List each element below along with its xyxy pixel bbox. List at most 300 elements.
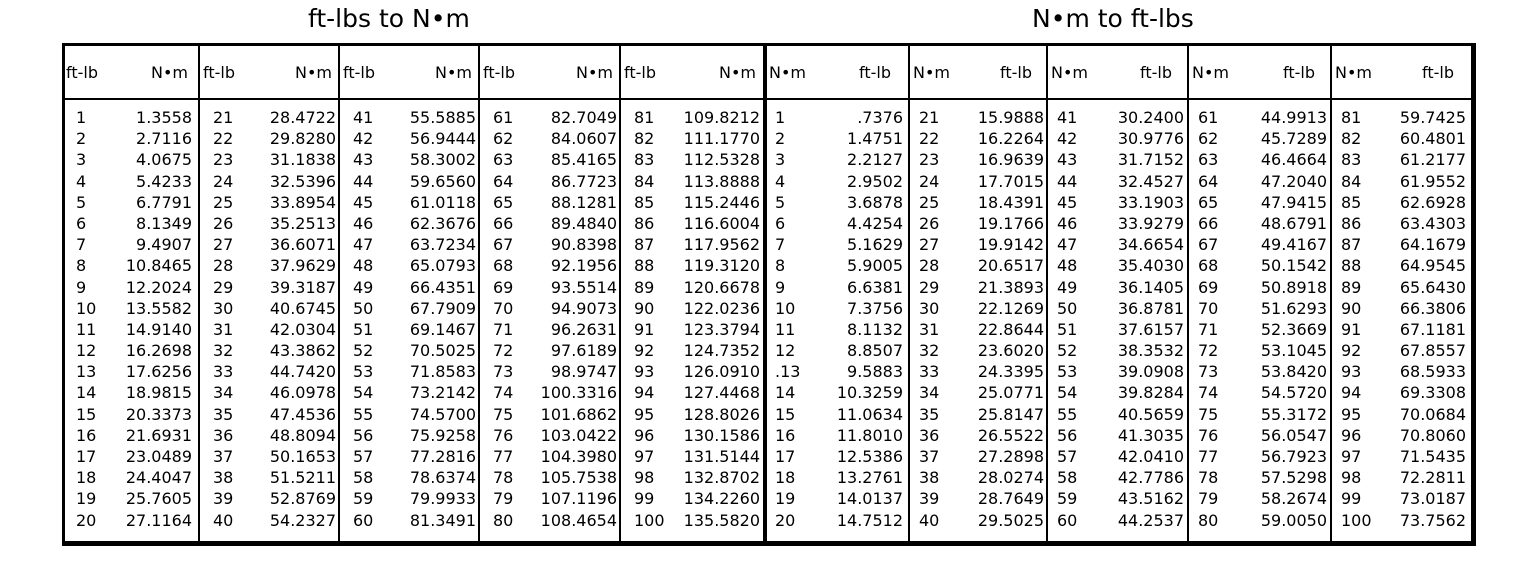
table-cell: 3.6878 bbox=[847, 192, 903, 212]
table-cell: 29 bbox=[213, 277, 234, 297]
table-cell: 41 bbox=[1057, 108, 1078, 127]
table-cell: 5 bbox=[775, 192, 786, 212]
table-cell: 11.0634 bbox=[836, 404, 903, 424]
n-m-column bbox=[919, 107, 939, 531]
table-cell: 54.5720 bbox=[1260, 383, 1327, 403]
table-cell: 56 bbox=[1057, 425, 1078, 445]
table-cell: 39.3187 bbox=[269, 277, 336, 297]
table-cell: 33 bbox=[919, 362, 940, 382]
table-cell: 55 bbox=[1057, 404, 1078, 424]
table-cell: 56.0547 bbox=[1260, 425, 1327, 445]
table-cell: 13.2761 bbox=[836, 468, 903, 488]
table-cell: 127.4468 bbox=[683, 383, 760, 403]
table-cell: 29 bbox=[919, 277, 940, 297]
table-cell: 47.4536 bbox=[269, 404, 336, 424]
table-cell: 15 bbox=[775, 404, 796, 424]
table-cell: 79 bbox=[493, 489, 514, 509]
table-cell: 11 bbox=[775, 319, 796, 339]
table-cell: 64.1679 bbox=[1399, 235, 1466, 255]
table-cell: 61.9552 bbox=[1399, 171, 1466, 191]
table-cell: 88 bbox=[1341, 256, 1362, 276]
table-cell: 36 bbox=[213, 425, 234, 445]
table-cell: 73.0187 bbox=[1399, 489, 1466, 509]
table-cell: 80 bbox=[1198, 510, 1219, 530]
table-cell: 82 bbox=[634, 129, 655, 149]
table-cell: 55.5885 bbox=[409, 108, 476, 127]
table-cell: 28.7649 bbox=[977, 489, 1044, 509]
table-cell: 36.8781 bbox=[1117, 298, 1184, 318]
table-cell: 13 bbox=[76, 362, 97, 382]
table-cell: 104.3980 bbox=[540, 447, 617, 466]
table-cell: 11 bbox=[76, 319, 97, 339]
table-cell: 82 bbox=[1341, 129, 1362, 149]
table-cell: 23 bbox=[919, 150, 940, 170]
table-cell: 20.6517 bbox=[977, 256, 1044, 276]
column-divider bbox=[338, 43, 340, 546]
table-cell: 65 bbox=[493, 192, 514, 212]
table-cell: 69.3308 bbox=[1399, 383, 1466, 403]
table-cell: 2 bbox=[775, 129, 786, 149]
table-cell: 116.6004 bbox=[683, 213, 760, 233]
table-cell: 42 bbox=[1057, 129, 1078, 149]
table-cell: 76 bbox=[493, 425, 514, 445]
table-cell: 24 bbox=[919, 171, 940, 191]
table-cell: 38 bbox=[919, 468, 940, 488]
table-cell: 25.8147 bbox=[977, 404, 1044, 424]
table-cell: 40.5659 bbox=[1117, 404, 1184, 424]
table-cell: 56 bbox=[353, 425, 374, 445]
table-cell: 6 bbox=[76, 213, 87, 233]
ft-lb-column bbox=[1261, 107, 1327, 531]
table-cell: 89 bbox=[1341, 277, 1362, 297]
table-cell: 70.8060 bbox=[1399, 425, 1466, 445]
table-cell: 115.2446 bbox=[683, 192, 760, 212]
table-cell: 53 bbox=[353, 362, 374, 382]
table-cell: 9.5883 bbox=[847, 362, 903, 382]
table-cell: 61 bbox=[1198, 108, 1219, 127]
table-cell: 67.1181 bbox=[1399, 319, 1466, 339]
header-n-m: N•m bbox=[913, 63, 950, 82]
table-cell: 28.4722 bbox=[269, 108, 336, 127]
table-cell: 55.3172 bbox=[1260, 404, 1327, 424]
table-cell: 75 bbox=[493, 404, 514, 424]
table-cell: 5.4233 bbox=[136, 171, 192, 191]
table-cell: 49 bbox=[1057, 277, 1078, 297]
table-cell: 68.5933 bbox=[1399, 362, 1466, 382]
table-cell: 36.1405 bbox=[1117, 277, 1184, 297]
table-cell: 28.0274 bbox=[977, 468, 1044, 488]
table-cell: 44 bbox=[353, 171, 374, 191]
table-cell: 74 bbox=[1198, 383, 1219, 403]
table-cell: 48 bbox=[353, 256, 374, 276]
table-cell: 16.2698 bbox=[125, 341, 192, 361]
table-cell: 79 bbox=[1198, 489, 1219, 509]
table-cell: 71.8583 bbox=[409, 362, 476, 382]
table-cell: 66.4351 bbox=[409, 277, 476, 297]
n-m-column bbox=[410, 107, 476, 531]
table-cell: 64 bbox=[493, 171, 514, 191]
table-cell: 81.3491 bbox=[409, 510, 476, 530]
table-cell: 50.1653 bbox=[269, 447, 336, 466]
table-cell: 64.9545 bbox=[1399, 256, 1466, 276]
table-cell: 17.7015 bbox=[977, 171, 1044, 191]
table-cell: 34.6654 bbox=[1117, 235, 1184, 255]
table-cell: 26 bbox=[213, 213, 234, 233]
table-cell: 68 bbox=[1198, 256, 1219, 276]
table-cell: 39.0908 bbox=[1117, 362, 1184, 382]
table-cell: 92.1956 bbox=[550, 256, 617, 276]
table-cell: 98.9747 bbox=[550, 362, 617, 382]
table-cell: 24 bbox=[213, 171, 234, 191]
table-cell: 108.4654 bbox=[540, 510, 617, 530]
table-cell: 85.4165 bbox=[550, 150, 617, 170]
ft-lb-column bbox=[978, 107, 1044, 531]
table-cell: 51.5211 bbox=[269, 468, 336, 488]
table-cell: 94 bbox=[634, 383, 655, 403]
table-cell: 53 bbox=[1057, 362, 1078, 382]
table-cell: 1 bbox=[775, 108, 786, 127]
header-ft-lb: ft-lb bbox=[203, 63, 235, 82]
table-cell: 12.5386 bbox=[836, 447, 903, 466]
table-cell: 107.1196 bbox=[540, 489, 617, 509]
table-cell: 90 bbox=[634, 298, 655, 318]
table-cell: 14.0137 bbox=[836, 489, 903, 509]
table-cell: 75.9258 bbox=[409, 425, 476, 445]
table-cell: 79.9933 bbox=[409, 489, 476, 509]
table-cell: 32 bbox=[213, 341, 234, 361]
table-cell: 34 bbox=[919, 383, 940, 403]
table-cell: 98 bbox=[634, 468, 655, 488]
table-cell: 19 bbox=[76, 489, 97, 509]
table-cell: 9 bbox=[76, 277, 87, 297]
table-cell: 84 bbox=[1341, 171, 1362, 191]
table-cell: 95 bbox=[1341, 404, 1362, 424]
table-cell: 32.4527 bbox=[1117, 171, 1184, 191]
table-cell: 95 bbox=[634, 404, 655, 424]
table-cell: 1.3558 bbox=[136, 108, 192, 127]
table-cell: 111.1770 bbox=[683, 129, 760, 149]
table-cell: 1 bbox=[76, 108, 87, 127]
table-cell: 10.8465 bbox=[125, 256, 192, 276]
table-cell: 65.6430 bbox=[1399, 277, 1466, 297]
table-cell: 68 bbox=[493, 256, 514, 276]
table-cell: 34 bbox=[213, 383, 234, 403]
table-cell: 54 bbox=[1057, 383, 1078, 403]
table-cell: 18.4391 bbox=[977, 192, 1044, 212]
table-cell: 73.2142 bbox=[409, 383, 476, 403]
table-cell: 43 bbox=[353, 150, 374, 170]
table-cell: 85 bbox=[1341, 192, 1362, 212]
table-cell: 2.9502 bbox=[847, 171, 903, 191]
table-cell: 52.8769 bbox=[269, 489, 336, 509]
table-cell: 78.6374 bbox=[409, 468, 476, 488]
table-cell: 17.6256 bbox=[125, 362, 192, 382]
column-divider bbox=[198, 43, 200, 546]
table-cell: 97 bbox=[1341, 447, 1362, 466]
table-cell: 32 bbox=[919, 341, 940, 361]
table-cell: 2.2127 bbox=[847, 150, 903, 170]
table-cell: 14.7512 bbox=[836, 510, 903, 530]
table-cell: 62 bbox=[493, 129, 514, 149]
table-cell: 78 bbox=[493, 468, 514, 488]
table-cell: 6.7791 bbox=[136, 192, 192, 212]
table-cell: 15.9888 bbox=[977, 108, 1044, 127]
table-cell: 4.0675 bbox=[136, 150, 192, 170]
table-cell: 7 bbox=[76, 235, 87, 255]
table-cell: 89 bbox=[634, 277, 655, 297]
table-cell: 46.4664 bbox=[1260, 150, 1327, 170]
table-cell: 119.3120 bbox=[683, 256, 760, 276]
table-cell: 86.7723 bbox=[550, 171, 617, 191]
table-cell: 86 bbox=[634, 213, 655, 233]
table-cell: 46.0978 bbox=[269, 383, 336, 403]
table-cell: 73 bbox=[493, 362, 514, 382]
table-cell: 96 bbox=[634, 425, 655, 445]
header-ft-lb: ft-lb bbox=[343, 63, 375, 82]
table-cell: 21.6931 bbox=[125, 425, 192, 445]
ft-lb-column bbox=[353, 107, 373, 531]
column-divider bbox=[1330, 43, 1332, 546]
table-cell: 77.2816 bbox=[409, 447, 476, 466]
center-divider bbox=[763, 43, 767, 546]
table-cell: 87 bbox=[1341, 235, 1362, 255]
table-cell: 30.9776 bbox=[1117, 129, 1184, 149]
table-cell: 85 bbox=[634, 192, 655, 212]
table-cell: 93 bbox=[634, 362, 655, 382]
table-cell: 123.3794 bbox=[683, 319, 760, 339]
header-ft-lb: ft-lb bbox=[1140, 63, 1172, 82]
table-cell: 80 bbox=[493, 510, 514, 530]
n-m-column bbox=[684, 107, 760, 531]
table-cell: 100 bbox=[634, 510, 665, 530]
table-cell: 41 bbox=[353, 108, 374, 127]
header-ft-lb: ft-lb bbox=[624, 63, 656, 82]
table-cell: 30.2400 bbox=[1117, 108, 1184, 127]
table-cell: 53.1045 bbox=[1260, 341, 1327, 361]
header-n-m: N•m bbox=[435, 63, 472, 82]
table-cell: 59.6560 bbox=[409, 171, 476, 191]
header-n-m: N•m bbox=[719, 63, 756, 82]
table-cell: 88.1281 bbox=[550, 192, 617, 212]
table-cell: 131.5144 bbox=[683, 447, 760, 466]
table-cell: 58.3002 bbox=[409, 150, 476, 170]
table-cell: 30 bbox=[919, 298, 940, 318]
table-cell: 69 bbox=[1198, 277, 1219, 297]
table-cell: 84 bbox=[634, 171, 655, 191]
table-cell: 37 bbox=[919, 447, 940, 466]
heading-ftlbs-to-nm: ft-lbs to N•m bbox=[308, 4, 470, 33]
table-cell: 44.2537 bbox=[1117, 510, 1184, 530]
table-cell: 5.9005 bbox=[847, 256, 903, 276]
table-cell: 105.7538 bbox=[540, 468, 617, 488]
table-cell: 31 bbox=[919, 319, 940, 339]
table-cell: 88 bbox=[634, 256, 655, 276]
table-cell: 66.3806 bbox=[1399, 298, 1466, 318]
table-cell: 59.0050 bbox=[1260, 510, 1327, 530]
table-cell: 91 bbox=[634, 319, 655, 339]
header-ft-lb: ft-lb bbox=[483, 63, 515, 82]
table-cell: 40 bbox=[919, 510, 940, 530]
table-cell: 52.3669 bbox=[1260, 319, 1327, 339]
table-cell: 47.2040 bbox=[1260, 171, 1327, 191]
table-cell: 46 bbox=[1057, 213, 1078, 233]
table-cell: 37.6157 bbox=[1117, 319, 1184, 339]
table-cell: 29.5025 bbox=[977, 510, 1044, 530]
table-cell: 92 bbox=[634, 341, 655, 361]
table-cell: 74.5700 bbox=[409, 404, 476, 424]
table-cell: 3 bbox=[775, 150, 786, 170]
table-cell: 43 bbox=[1057, 150, 1078, 170]
table-cell: 31.7152 bbox=[1117, 150, 1184, 170]
table-cell: 59.7425 bbox=[1399, 108, 1466, 127]
table-cell: 50.1542 bbox=[1260, 256, 1327, 276]
table-cell: 76 bbox=[1198, 425, 1219, 445]
table-cell: 67.7909 bbox=[409, 298, 476, 318]
table-cell: 5 bbox=[76, 192, 87, 212]
table-cell: 58.2674 bbox=[1260, 489, 1327, 509]
table-cell: 10 bbox=[775, 298, 796, 318]
table-cell: 3 bbox=[76, 150, 87, 170]
table-cell: 97 bbox=[634, 447, 655, 466]
table-cell: 20.3373 bbox=[125, 404, 192, 424]
table-cell: 96.2631 bbox=[550, 319, 617, 339]
table-cell: 128.8026 bbox=[683, 404, 760, 424]
table-cell: 72 bbox=[1198, 341, 1219, 361]
table-cell: 4 bbox=[76, 171, 87, 191]
table-cell: 39.8284 bbox=[1117, 383, 1184, 403]
table-cell: 50 bbox=[1057, 298, 1078, 318]
table-cell: 100 bbox=[1341, 510, 1372, 530]
table-cell: 38 bbox=[213, 468, 234, 488]
table-cell: 5.1629 bbox=[847, 235, 903, 255]
table-cell: 48.6791 bbox=[1260, 213, 1327, 233]
table-cell: 90 bbox=[1341, 298, 1362, 318]
n-m-column bbox=[1198, 107, 1218, 531]
header-n-m: N•m bbox=[295, 63, 332, 82]
table-cell: 83 bbox=[1341, 150, 1362, 170]
table-cell: 61.0118 bbox=[409, 192, 476, 212]
table-cell: 12 bbox=[775, 341, 796, 361]
table-cell: 63.7234 bbox=[409, 235, 476, 255]
table-cell: 26.5522 bbox=[977, 425, 1044, 445]
table-cell: 8.8507 bbox=[847, 341, 903, 361]
table-cell: 23.0489 bbox=[125, 447, 192, 466]
table-cell: 65.0793 bbox=[409, 256, 476, 276]
table-cell: 57.5298 bbox=[1260, 468, 1327, 488]
table-cell: 25 bbox=[919, 192, 940, 212]
table-cell: 60 bbox=[353, 510, 374, 530]
table-cell: 9.4907 bbox=[136, 235, 192, 255]
table-cell: 7 bbox=[775, 235, 786, 255]
table-cell: 49 bbox=[353, 277, 374, 297]
table-cell: 67 bbox=[493, 235, 514, 255]
table-cell: 63.4303 bbox=[1399, 213, 1466, 233]
table-cell: 60.4801 bbox=[1399, 129, 1466, 149]
table-cell: 8 bbox=[775, 256, 786, 276]
table-cell: 98 bbox=[1341, 468, 1362, 488]
table-cell: 6 bbox=[775, 213, 786, 233]
table-cell: 27.2898 bbox=[977, 447, 1044, 466]
table-cell: 42 bbox=[353, 129, 374, 149]
table-cell: 8.1349 bbox=[136, 213, 192, 233]
table-cell: 33.9279 bbox=[1117, 213, 1184, 233]
table-cell: 60 bbox=[1057, 510, 1078, 530]
table-cell: 26 bbox=[919, 213, 940, 233]
table-cell: 64 bbox=[1198, 171, 1219, 191]
ft-lb-column bbox=[493, 107, 513, 531]
table-cell: 63 bbox=[493, 150, 514, 170]
table-cell: 87 bbox=[634, 235, 655, 255]
table-cell: 17 bbox=[775, 447, 796, 466]
table-cell: 47.9415 bbox=[1260, 192, 1327, 212]
table-cell: 43.5162 bbox=[1117, 489, 1184, 509]
table-cell: 31 bbox=[213, 319, 234, 339]
table-cell: 12 bbox=[76, 341, 97, 361]
table-cell: 72 bbox=[493, 341, 514, 361]
table-cell: 89.4840 bbox=[550, 213, 617, 233]
table-cell: 70.0684 bbox=[1399, 404, 1466, 424]
n-m-column bbox=[541, 107, 617, 531]
table-cell: 41.3035 bbox=[1117, 425, 1184, 445]
table-cell: 62.3676 bbox=[409, 213, 476, 233]
header-rule bbox=[62, 98, 1476, 100]
table-cell: 130.1586 bbox=[683, 425, 760, 445]
table-cell: 135.5820 bbox=[683, 510, 760, 530]
table-cell: 42.0304 bbox=[269, 319, 336, 339]
table-cell: 63 bbox=[1198, 150, 1219, 170]
table-cell: 27.1164 bbox=[125, 510, 192, 530]
table-cell: 22 bbox=[213, 129, 234, 149]
table-cell: 7.3756 bbox=[847, 298, 903, 318]
table-cell: 43.3862 bbox=[269, 341, 336, 361]
table-cell: 83 bbox=[634, 150, 655, 170]
table-cell: 134.2260 bbox=[683, 489, 760, 509]
table-cell: 45 bbox=[353, 192, 374, 212]
table-cell: 69 bbox=[493, 277, 514, 297]
table-cell: 28 bbox=[919, 256, 940, 276]
table-cell: 45 bbox=[1057, 192, 1078, 212]
table-cell: 38.3532 bbox=[1117, 341, 1184, 361]
table-cell: 59 bbox=[1057, 489, 1078, 509]
table-cell: 18 bbox=[775, 468, 796, 488]
table-cell: 22.8644 bbox=[977, 319, 1044, 339]
table-cell: 73.7562 bbox=[1399, 510, 1466, 530]
column-divider bbox=[619, 43, 621, 546]
table-cell: 16.9639 bbox=[977, 150, 1044, 170]
table-cell: 33 bbox=[213, 362, 234, 382]
column-divider bbox=[478, 43, 480, 546]
table-cell: 50 bbox=[353, 298, 374, 318]
header-n-m: N•m bbox=[1192, 63, 1229, 82]
table-cell: 27 bbox=[919, 235, 940, 255]
table-cell: 14 bbox=[775, 383, 796, 403]
table-cell: 21 bbox=[919, 108, 940, 127]
table-cell: 49.4167 bbox=[1260, 235, 1327, 255]
table-cell: 45.7289 bbox=[1260, 129, 1327, 149]
table-cell: 18.9815 bbox=[125, 383, 192, 403]
table-cell: 44 bbox=[1057, 171, 1078, 191]
table-cell: 14 bbox=[76, 383, 97, 403]
table-cell: 25 bbox=[213, 192, 234, 212]
table-cell: 81 bbox=[634, 108, 655, 127]
table-cell: 57 bbox=[1057, 447, 1078, 466]
table-cell: 72.2811 bbox=[1399, 468, 1466, 488]
ft-lb-column bbox=[213, 107, 233, 531]
table-cell: 2 bbox=[76, 129, 87, 149]
table-cell: 33.1903 bbox=[1117, 192, 1184, 212]
table-cell: .13 bbox=[775, 362, 801, 382]
table-cell: 77 bbox=[493, 447, 514, 466]
